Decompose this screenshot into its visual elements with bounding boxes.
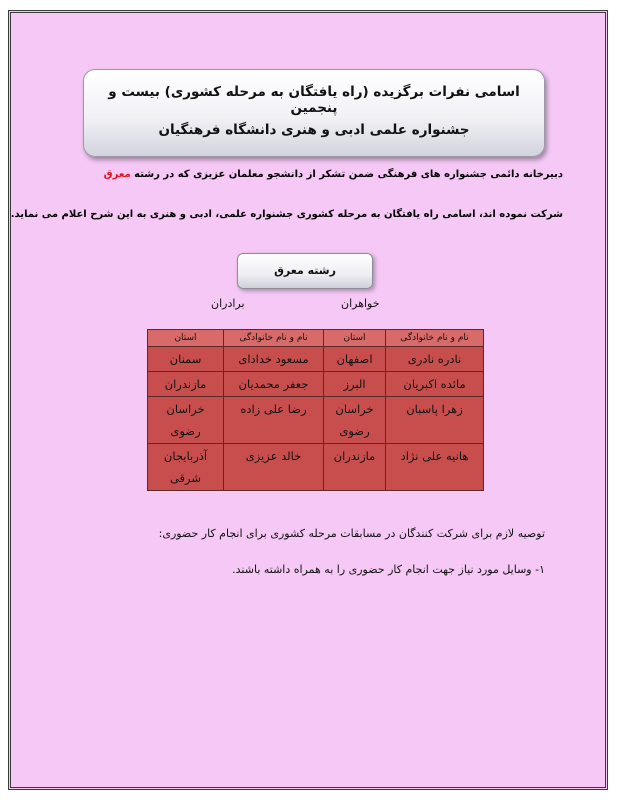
brother-name-cell: مسعود خدادای bbox=[224, 347, 324, 372]
brother-name-cell: رضا علی زاده bbox=[224, 397, 324, 444]
sister-province-cell: خراسان رضوی bbox=[324, 397, 386, 444]
brother-province-cell: آذربایجان شرقی bbox=[148, 444, 224, 491]
table-row bbox=[148, 372, 484, 397]
advice-item-1: ۱- وسایل مورد نیاز جهت انجام کار حضوری را به همراه داشته باشند. bbox=[232, 563, 545, 576]
brother-province-cell: سمنان bbox=[148, 347, 224, 372]
table-row bbox=[148, 444, 484, 491]
brother-name-cell: جعفر محمدیان bbox=[224, 372, 324, 397]
sister-province-cell: مازندران bbox=[324, 444, 386, 491]
intro-line-1-text: دبیرخانه دائمی جشنواره های فرهنگی ضمن تشکر از دانشجو معلمان عزیزی که در رشته bbox=[130, 169, 563, 180]
advice-heading: توصیه لازم برای شرکت کنندگان در مسابقات مرحله کشوری برای انجام کار حضوری: bbox=[158, 527, 545, 540]
header-sister-province: استان bbox=[324, 330, 386, 347]
sister-name-cell: مائده اکبریان bbox=[386, 372, 484, 397]
sister-name-cell: زهرا پاسبان bbox=[386, 397, 484, 444]
sister-name-cell: هانیه علی نژاد bbox=[386, 444, 484, 491]
title-line-2: جشنواره علمی ادبی و هنری دانشگاه فرهنگیان bbox=[158, 122, 470, 138]
brother-province-cell: مازندران bbox=[148, 372, 224, 397]
document-page bbox=[8, 10, 608, 790]
sisters-label: خواهران bbox=[341, 297, 380, 310]
title-box bbox=[83, 69, 545, 157]
brothers-label: برادران bbox=[211, 297, 245, 310]
brother-province-cell: خراسان رضوی bbox=[148, 397, 224, 444]
field-highlight: معرق bbox=[103, 169, 131, 180]
intro-line-1 bbox=[83, 169, 563, 180]
field-label-box: رشته معرق bbox=[237, 253, 373, 289]
table-row bbox=[148, 397, 484, 444]
sister-name-cell: نادره نادری bbox=[386, 347, 484, 372]
intro-line-2: شرکت نموده اند، اسامی راه یافتگان به مرحله کشوری جشنواره علمی، ادبی و هنری به این شرح اعلام می نماید. bbox=[10, 209, 563, 220]
header-sister-name: نام و نام خانوادگی bbox=[386, 330, 484, 347]
sister-province-cell: اصفهان bbox=[324, 347, 386, 372]
table-row bbox=[148, 347, 484, 372]
sister-province-cell: البرز bbox=[324, 372, 386, 397]
header-brother-name: نام و نام خانوادگی bbox=[224, 330, 324, 347]
title-line-1: اسامی نفرات برگزیده (راه یافتگان به مرحله کشوری) بیست و پنجمین bbox=[108, 84, 520, 116]
winners-table bbox=[147, 329, 484, 491]
header-brother-province: استان bbox=[148, 330, 224, 347]
table-header-row bbox=[148, 330, 484, 347]
brother-name-cell: خالد عزیزی bbox=[224, 444, 324, 491]
